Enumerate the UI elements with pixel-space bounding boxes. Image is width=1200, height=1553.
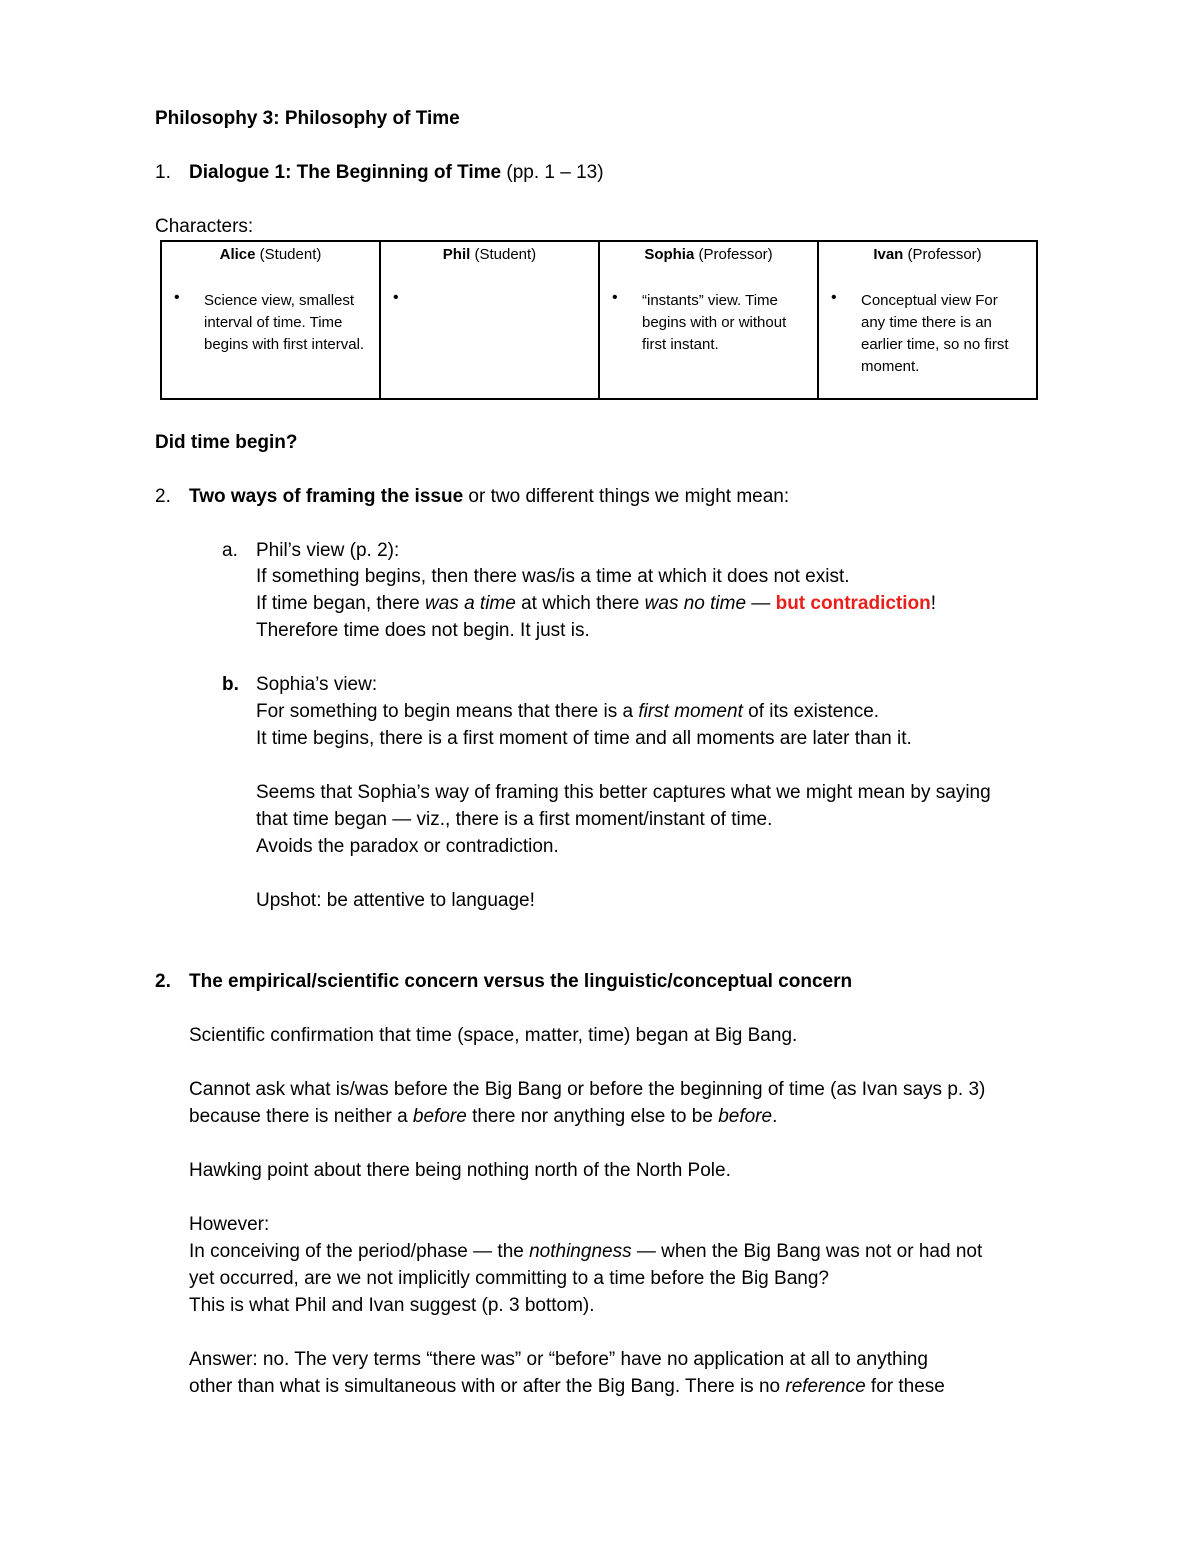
however-label: However:	[189, 1214, 270, 1235]
character-name: Alice	[219, 246, 256, 263]
bullet-icon: •	[831, 289, 837, 306]
characters-label: Characters:	[155, 216, 254, 237]
character-name: Sophia	[644, 246, 695, 263]
section-3-paragraph-4-line-2: yet occurred, are we not implicitly committing to a time before the Big Bang?	[189, 1268, 829, 1289]
phil-view-title: Phil’s view (p. 2):	[256, 540, 400, 561]
phil-view-line-3: Therefore time does not begin. It just is.	[256, 620, 590, 641]
character-cell-ivan	[818, 241, 1037, 399]
sophia-view-line-3: Seems that Sophia’s way of framing this better captures what we might mean by saying	[256, 782, 991, 803]
character-header	[600, 246, 817, 264]
character-note: “instants” view. Time begins with or without first instant.	[642, 292, 787, 353]
character-role: (Student)	[255, 246, 322, 263]
character-role: (Professor)	[903, 246, 982, 263]
sophia-view-line-5: Avoids the paradox or contradiction.	[256, 836, 559, 857]
character-note: Conceptual view For any time there is an earlier time, so no first moment.	[861, 292, 1009, 375]
character-role: (Professor)	[694, 246, 773, 263]
character-cell-sophia	[599, 241, 818, 399]
section-3-number: 2.	[155, 971, 171, 992]
section-2-number: 2.	[155, 486, 171, 507]
section-3-paragraph-5-line-2: other than what is simultaneous with or after the Big Bang. There is no reference for these	[189, 1376, 945, 1397]
sophia-view-line-2: It time begins, there is a first moment of time and all moments are later than it.	[256, 728, 912, 749]
upshot-line: Upshot: be attentive to language!	[256, 890, 535, 911]
section-2-title: Two ways of framing the issue	[189, 486, 464, 507]
section-3-heading: The empirical/scientific concern versus the linguistic/conceptual concern	[189, 971, 853, 992]
section-3-paragraph-2-line-1: Cannot ask what is/was before the Big Bang or before the beginning of time (as Ivan says p. 3)	[189, 1079, 986, 1100]
character-name: Ivan	[873, 246, 904, 263]
document-title: Philosophy 3: Philosophy of Time	[155, 108, 460, 129]
character-header	[381, 246, 598, 264]
section-3-paragraph-4-line-1: In conceiving of the period/phase — the nothingness — when the Big Bang was not or had not	[189, 1241, 983, 1262]
section-3-paragraph-1: Scientific confirmation that time (space, matter, time) began at Big Bang.	[189, 1025, 798, 1046]
item-b-marker: b.	[222, 674, 239, 695]
section-2-subtitle: or two different things we might mean:	[463, 486, 790, 507]
phil-view-line-2: If time began, there was a time at which there was no time — but contradiction!	[256, 593, 937, 614]
section-1-title: Dialogue 1: The Beginning of Time	[189, 162, 502, 183]
character-cell-phil	[380, 241, 599, 399]
character-note: Science view, smallest interval of time. Time begins with first interval.	[204, 292, 365, 353]
item-a-marker: a.	[222, 540, 238, 561]
question-heading: Did time begin?	[155, 432, 298, 453]
bullet-icon: •	[393, 289, 399, 306]
character-role: (Student)	[470, 246, 537, 263]
section-3-paragraph-2-line-2: because there is neither a before there nor anything else to be before.	[189, 1106, 778, 1127]
section-1-heading	[189, 162, 604, 184]
character-cell-alice	[161, 241, 380, 399]
character-header	[162, 246, 379, 264]
contradiction-highlight: but contradiction	[775, 593, 931, 614]
section-3-paragraph-3: Hawking point about there being nothing north of the North Pole.	[189, 1160, 731, 1181]
character-header	[819, 246, 1036, 264]
character-name: Phil	[442, 246, 471, 263]
section-2-heading	[189, 486, 789, 508]
bullet-icon: •	[174, 289, 180, 306]
sophia-view-line-1: For something to begin means that there is a first moment of its existence.	[256, 701, 880, 722]
section-3-paragraph-5-line-1: Answer: no. The very terms “there was” or “before” have no application at all to anything	[189, 1349, 928, 1370]
sophia-view-line-4: that time began — viz., there is a first moment/instant of time.	[256, 809, 773, 830]
section-1-number: 1.	[155, 162, 171, 183]
bullet-icon: •	[612, 289, 618, 306]
phil-view-line-1: If something begins, then there was/is a time at which it does not exist.	[256, 566, 850, 587]
section-3-paragraph-4-line-3: This is what Phil and Ivan suggest (p. 3 bottom).	[189, 1295, 595, 1316]
characters-table	[160, 240, 1038, 400]
sophia-view-title: Sophia’s view:	[256, 674, 378, 695]
section-1-pages: (pp. 1 – 13)	[501, 162, 604, 183]
